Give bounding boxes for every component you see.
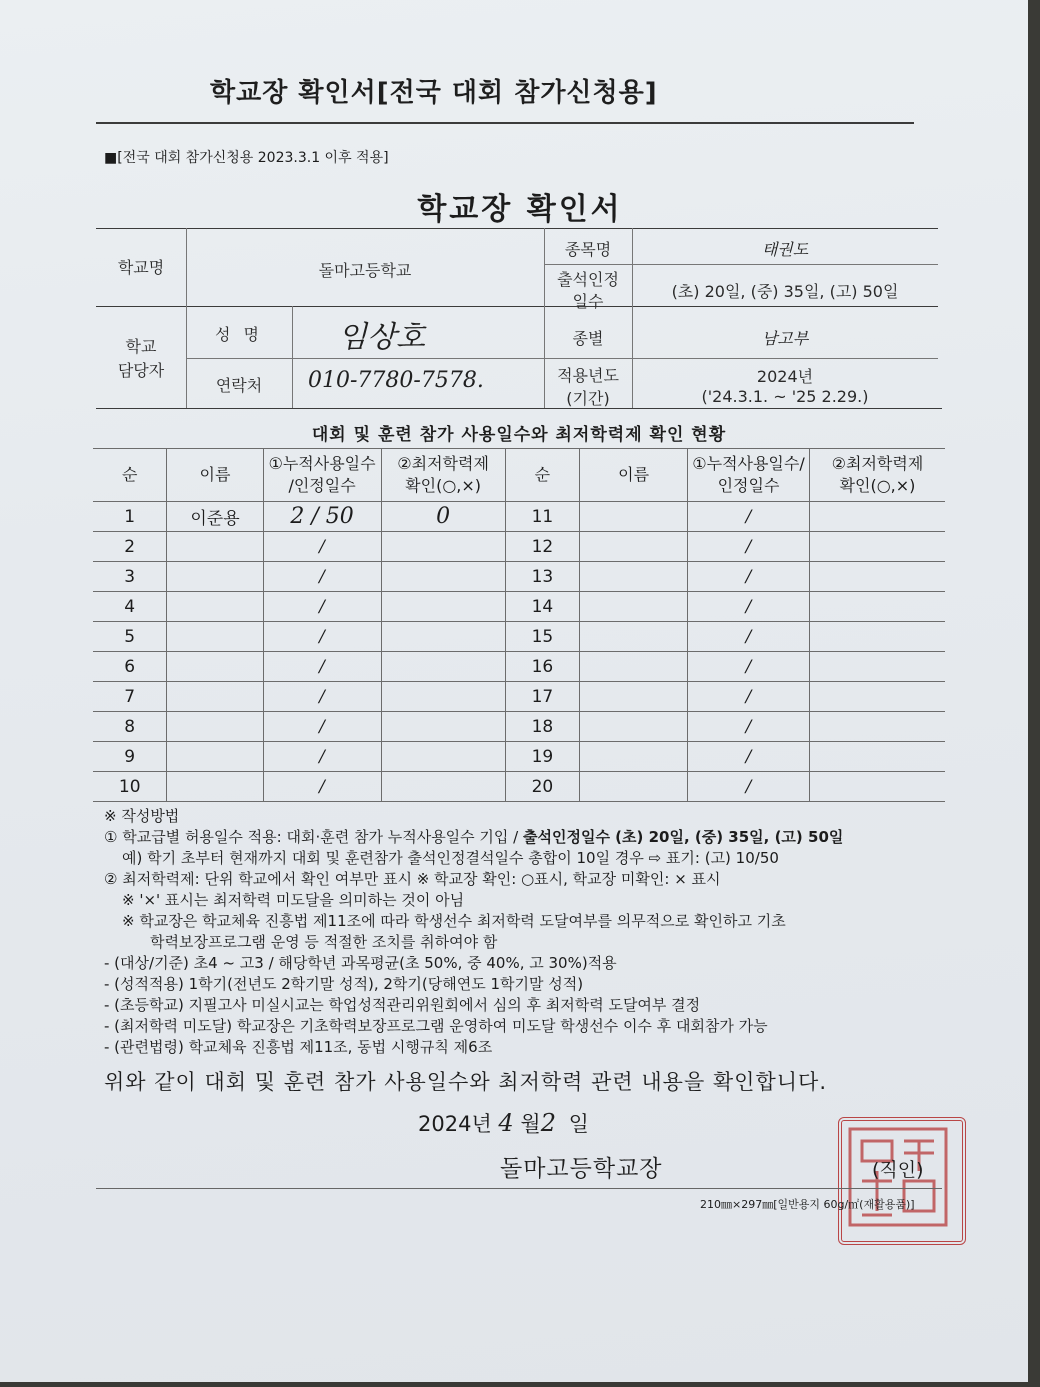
period-value: ('24.3.1. ~ '25 2.29.) <box>701 387 869 406</box>
days-left: / <box>263 682 381 712</box>
table-row <box>93 742 945 772</box>
days-right: / <box>688 562 810 592</box>
days-left: / <box>263 712 381 742</box>
student-name-right <box>580 502 688 532</box>
row-number-left: 6 <box>93 652 167 682</box>
row-number-left: 10 <box>93 772 167 802</box>
contact-value-handwritten: 010-7780-7578. <box>308 368 484 393</box>
table-row <box>93 562 945 592</box>
seal-label: (직인) <box>872 1159 924 1181</box>
instruction-line-6: 학력보장프로그램 운영 등 적절한 조치를 취하여야 함 <box>150 933 498 951</box>
info-bottom-border <box>96 408 942 409</box>
top-title: 학교장 확인서[전국 대회 참가신청용] <box>210 78 658 108</box>
table-row <box>93 592 945 622</box>
student-name-left <box>167 592 263 622</box>
attendance-label-1: 출석인정 <box>557 270 619 289</box>
minimum-check-left: 0 <box>381 502 505 532</box>
student-name-right <box>580 772 688 802</box>
row-number-right: 15 <box>505 622 579 652</box>
school-label: 학교명 <box>117 258 165 277</box>
student-name-left <box>167 562 263 592</box>
year-value: 2024년 <box>756 367 814 386</box>
minimum-check-left <box>381 592 505 622</box>
date-day-unit: 일 <box>568 1112 589 1136</box>
school-principal-name: 돌마고등학교장 <box>500 1156 663 1182</box>
header-check-right: ②최저학력제 확인(○,×) <box>809 449 945 502</box>
header-name-left: 이름 <box>167 449 263 502</box>
division-label: 종별 <box>572 329 604 348</box>
table-header-row <box>93 449 945 502</box>
date-day-handwritten: 2 <box>540 1109 556 1137</box>
row-number-left: 1 <box>93 502 167 532</box>
days-right: / <box>688 622 810 652</box>
minimum-check-right <box>809 652 945 682</box>
instructions-block <box>104 806 964 1058</box>
instruction-line-5: ※ 학교장은 학교체육 진흥법 제11조에 따라 학생선수 최저학력 도달여부를 의무적으로 확인하고 기초 <box>122 912 786 930</box>
event-value: 태권도 <box>761 240 809 259</box>
row-number-right: 14 <box>505 592 579 622</box>
table-row <box>93 652 945 682</box>
manager-label-1: 학교 <box>125 337 157 356</box>
participants-table <box>93 448 945 802</box>
table-row <box>93 532 945 562</box>
minimum-check-right <box>809 562 945 592</box>
row-number-left: 7 <box>93 682 167 712</box>
instruction-line-3: ② 최저학력제: 단위 학교에서 확인 여부만 표시 ※ 학교장 확인: ○표시, 학교장 미확인: × 표시 <box>104 870 721 888</box>
student-name-left <box>167 682 263 712</box>
student-name-right <box>580 562 688 592</box>
minimum-check-left <box>381 622 505 652</box>
student-name-left <box>167 742 263 772</box>
minimum-check-left <box>381 532 505 562</box>
student-name-right <box>580 622 688 652</box>
row-number-right: 19 <box>505 742 579 772</box>
student-name-left <box>167 772 263 802</box>
header-no-right: 순 <box>505 449 579 502</box>
footer-rule <box>96 1188 942 1189</box>
days-left: / <box>263 562 381 592</box>
student-name-right <box>580 682 688 712</box>
header-days-left: ①누적사용일수 /인정일수 <box>263 449 381 502</box>
minimum-check-right <box>809 742 945 772</box>
student-name-left <box>167 532 263 562</box>
minimum-check-right <box>809 532 945 562</box>
student-name-right <box>580 652 688 682</box>
paper-spec-footer: 210㎜×297㎜[일반용지 60g/㎡(재활용품)] <box>700 1198 915 1211</box>
division-value: 남고부 <box>761 329 809 348</box>
minimum-check-left <box>381 562 505 592</box>
minimum-check-right <box>809 502 945 532</box>
row-number-right: 18 <box>505 712 579 742</box>
row-number-right: 17 <box>505 682 579 712</box>
days-right: / <box>688 592 810 622</box>
info-divider-event <box>544 264 938 265</box>
days-left: / <box>263 592 381 622</box>
days-right: / <box>688 652 810 682</box>
student-name-left <box>167 652 263 682</box>
student-name-left <box>167 712 263 742</box>
table-row <box>93 502 945 532</box>
days-right: / <box>688 682 810 712</box>
manager-name-handwritten: 임상호 <box>338 320 425 355</box>
attendance-value: (초) 20일, (중) 35일, (고) 50일 <box>671 282 899 301</box>
days-right: / <box>688 712 810 742</box>
form-subnote: ■[전국 대회 참가신청용 2023.3.1 이후 적용] <box>104 150 389 166</box>
info-top-border <box>96 228 938 229</box>
days-right: / <box>688 742 810 772</box>
row-number-right: 13 <box>505 562 579 592</box>
instruction-line-10: - (최저학력 미도달) 학교장은 기초학력보장프로그램 운영하여 미도달 학생선수 이수 후 대회참가 가능 <box>104 1017 768 1035</box>
table-row <box>93 682 945 712</box>
school-value: 돌마고등학교 <box>318 261 412 280</box>
days-left: / <box>263 652 381 682</box>
minimum-check-right <box>809 592 945 622</box>
student-name-right <box>580 742 688 772</box>
instructions-heading: ※ 작성방법 <box>104 807 180 825</box>
row-number-left: 5 <box>93 622 167 652</box>
header-days-right: ①누적사용일수/ 인정일수 <box>688 449 810 502</box>
minimum-check-right <box>809 712 945 742</box>
confirmation-statement: 위와 같이 대회 및 훈련 참가 사용일수와 최저학력 관련 내용을 확인합니다. <box>104 1070 828 1094</box>
instruction-line-9: - (초등학교) 지필고사 미실시교는 학업성적관리위원회에서 심의 후 최저학력 도달여부 결정 <box>104 996 701 1014</box>
event-label: 종목명 <box>564 240 612 259</box>
instruction-line-1: ① 학교급별 허용일수 적용: 대회·훈련 참가 누적사용일수 기입 / 출석인정일수 (초) 20일, (중) 35일, (고) 50일 <box>104 828 844 846</box>
row-number-left: 2 <box>93 532 167 562</box>
days-right: / <box>688 502 810 532</box>
instruction-line-11: - (관련법령) 학교체육 진흥법 제11조, 동법 시행규칙 제6조 <box>104 1038 493 1056</box>
instruction-line-2: 예) 학기 초부터 현재까지 대회 및 훈련참가 출석인정결석일수 총합이 10일 경우 ⇨ 표기: (고) 10/50 <box>122 849 779 867</box>
table-row <box>93 712 945 742</box>
minimum-check-right <box>809 682 945 712</box>
table-caption: 대회 및 훈련 참가 사용일수와 최저학력제 확인 현황 <box>311 425 727 445</box>
header-no-left: 순 <box>93 449 167 502</box>
days-right: / <box>688 772 810 802</box>
manager-label-2: 담당자 <box>117 361 165 380</box>
document-title: 학교장 확인서 <box>417 192 623 227</box>
minimum-check-left <box>381 742 505 772</box>
days-left: 2 / 50 <box>263 502 381 532</box>
header-check-left: ②최저학력제 확인(○,×) <box>381 449 505 502</box>
row-number-left: 3 <box>93 562 167 592</box>
days-right: / <box>688 532 810 562</box>
name-label: 성 명 <box>215 325 263 344</box>
student-name-right <box>580 532 688 562</box>
minimum-check-right <box>809 772 945 802</box>
days-left: / <box>263 742 381 772</box>
row-number-right: 12 <box>505 532 579 562</box>
minimum-check-left <box>381 682 505 712</box>
info-divider-name <box>186 358 938 359</box>
days-left: / <box>263 772 381 802</box>
student-name-left <box>167 622 263 652</box>
minimum-check-right <box>809 622 945 652</box>
table-row <box>93 772 945 802</box>
year-label-1: 적용년도 <box>557 366 619 385</box>
row-number-right: 16 <box>505 652 579 682</box>
student-name-left: 이준용 <box>167 502 263 532</box>
instruction-line-4: ※ '×' 표시는 최저학력 미도달을 의미하는 것이 아님 <box>122 891 465 909</box>
student-name-right <box>580 712 688 742</box>
date-year: 2024년 <box>418 1112 492 1136</box>
year-label-2: (기간) <box>566 389 610 408</box>
contact-label: 연락처 <box>215 376 263 395</box>
days-left: / <box>263 532 381 562</box>
row-number-right: 11 <box>505 502 579 532</box>
minimum-check-left <box>381 652 505 682</box>
info-vline-3 <box>292 306 293 408</box>
table-row <box>93 622 945 652</box>
info-mid-border <box>96 306 938 307</box>
row-number-left: 9 <box>93 742 167 772</box>
instruction-line-8: - (성적적용) 1학기(전년도 2학기말 성적), 2학기(당해연도 1학기말 성적) <box>104 975 584 993</box>
header-name-right: 이름 <box>580 449 688 502</box>
row-number-left: 4 <box>93 592 167 622</box>
signing-date <box>418 1108 589 1138</box>
date-month-handwritten: 4 <box>498 1109 514 1137</box>
row-number-left: 8 <box>93 712 167 742</box>
instruction-line-7: - (대상/기준) 초4 ~ 고3 / 해당학년 과목평균(초 50%, 중 40%, 고 30%)적용 <box>104 954 617 972</box>
minimum-check-left <box>381 772 505 802</box>
attendance-label-2: 일수 <box>572 292 604 311</box>
days-left: / <box>263 622 381 652</box>
minimum-check-left <box>381 712 505 742</box>
row-number-right: 20 <box>505 772 579 802</box>
title-underline <box>96 122 914 124</box>
student-name-right <box>580 592 688 622</box>
date-month-unit: 월 <box>520 1112 541 1136</box>
